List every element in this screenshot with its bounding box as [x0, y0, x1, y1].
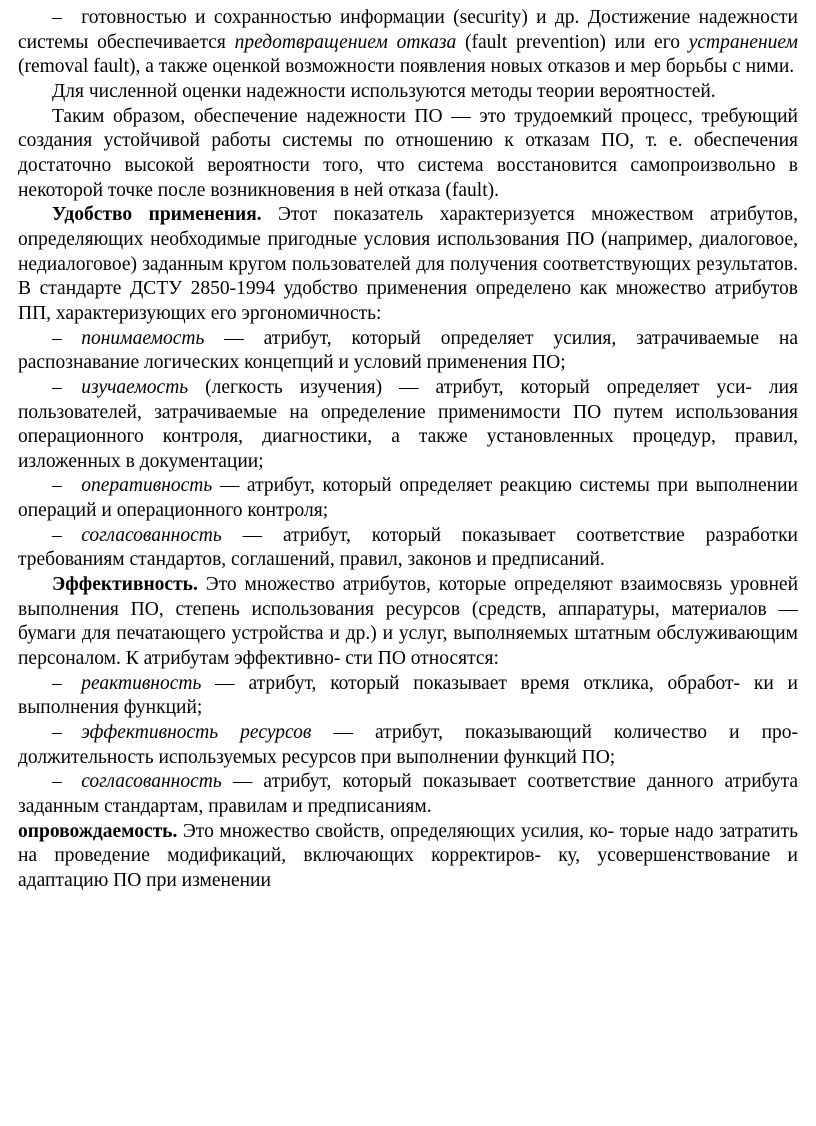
paragraph [18, 80, 798, 105]
text-run: (removal fault), а также оценкой возможности появления новых отказов и мер борьбы с ними. [18, 56, 795, 78]
italic-run: реактивность [81, 672, 202, 694]
paragraph [18, 721, 798, 770]
paragraph [18, 6, 798, 80]
text-run: – [52, 7, 62, 28]
text-run: – [52, 376, 82, 398]
text-run: — атрибут, показывающий количество и про- должительность используемых ресурсов при выполнении функций ПО; [18, 722, 798, 768]
paragraph [18, 105, 798, 204]
document-body [18, 6, 798, 894]
paragraph [18, 820, 798, 894]
text-run: – [52, 524, 82, 546]
text-run: — атрибут, который определяет усилия, затрачиваемые на распознавание логических концепций и условий применения ПО; [18, 327, 798, 374]
italic-run: эффективность ресурсов [81, 722, 312, 744]
bold-run: Удобство применения. [52, 204, 262, 226]
text-run: – [52, 327, 82, 349]
text-run: Это множество свойств, определяющих усилия, ко- торые надо затратить на проведение модификаций, включающих корректиров- ку, усовершенствование и адаптацию ПО при изменении [18, 820, 798, 891]
text-run: готовностью и сохранностью информации (security) и др. Достижение надежности системы обеспечивается [18, 7, 798, 53]
text-run: Для численной оценки надежности используются методы теории вероятностей. [52, 80, 716, 102]
text-run: — атрибут, который показывает время отклика, обработ- ки и выполнения функций; [18, 672, 798, 719]
italic-run: оперативность [81, 475, 213, 497]
paragraph [18, 474, 798, 523]
text-run: (легкость изучения) — атрибут, который определяет уси- лия пользователей, затрачиваемые на определение применимости ПО путем использования операционного контроля, диагностики, а также установленных процедур, правил, изложенных в документации; [18, 376, 798, 472]
text-run: – [52, 771, 82, 793]
paragraph [18, 672, 798, 721]
text-run: Этот показатель характеризуется множеством атрибутов, определяющих необходимые пригодные условия использования ПО (например, диалоговое, недиалоговое) заданным кругом пользователей для получения соответствующих результатов. В стандарте ДСТУ 2850-1994 удобство применения определено как множество атрибутов ПП, характеризующих его эргономичность: [18, 204, 798, 324]
paragraph [18, 573, 798, 672]
italic-run: согласованность [81, 524, 222, 546]
italic-run: предотвращением отказа [234, 31, 457, 53]
paragraph [18, 376, 798, 475]
paragraph [18, 770, 798, 819]
text-run: – [52, 722, 82, 744]
text-run: Таким образом, обеспечение надежности ПО — это трудоемкий процесс, требующий создания устойчивой работы системы по отношению к отказам ПО, т. е. обеспечения достаточно высокой вероятности того, что система восстановится самопроизвольно в некоторой точке после возникновения в ней отказа (fault). [18, 105, 798, 201]
italic-run: изучаемость [81, 376, 189, 398]
text-run: — атрибут, который определяет реакцию системы при выполнении операций и операционного контроля; [18, 475, 798, 522]
bold-run: Эффективность. [52, 574, 198, 596]
text-run: (fault prevention) или его [456, 31, 689, 53]
text-run: – [52, 672, 82, 694]
italic-run: устранением [688, 31, 798, 53]
text-run: Это множество атрибутов, которые определяют взаимосвязь уровней выполнения ПО, степень использования ресурсов (средств, аппаратуры, материалов — бумаги для печатающего устройства и др.) и услуг, выполняемых штатным обслуживающим персоналом. К атрибутам эффективно- сти ПО относятся: [18, 574, 798, 670]
paragraph [18, 203, 798, 326]
paragraph [18, 327, 798, 376]
italic-run: понимаемость [81, 327, 205, 349]
italic-run: согласованность [81, 771, 222, 793]
text-run: – [52, 475, 82, 497]
paragraph [18, 524, 798, 573]
text-run: — атрибут, который показывает соответствие разработки требованиям стандартов, соглашений, правил, законов и предписаний. [18, 524, 798, 571]
text-run: — атрибут, который показывает соответствие данного атрибута заданным стандартам, правилам и предписаниям. [18, 771, 798, 817]
bold-run: опровождаемость. [18, 820, 178, 842]
